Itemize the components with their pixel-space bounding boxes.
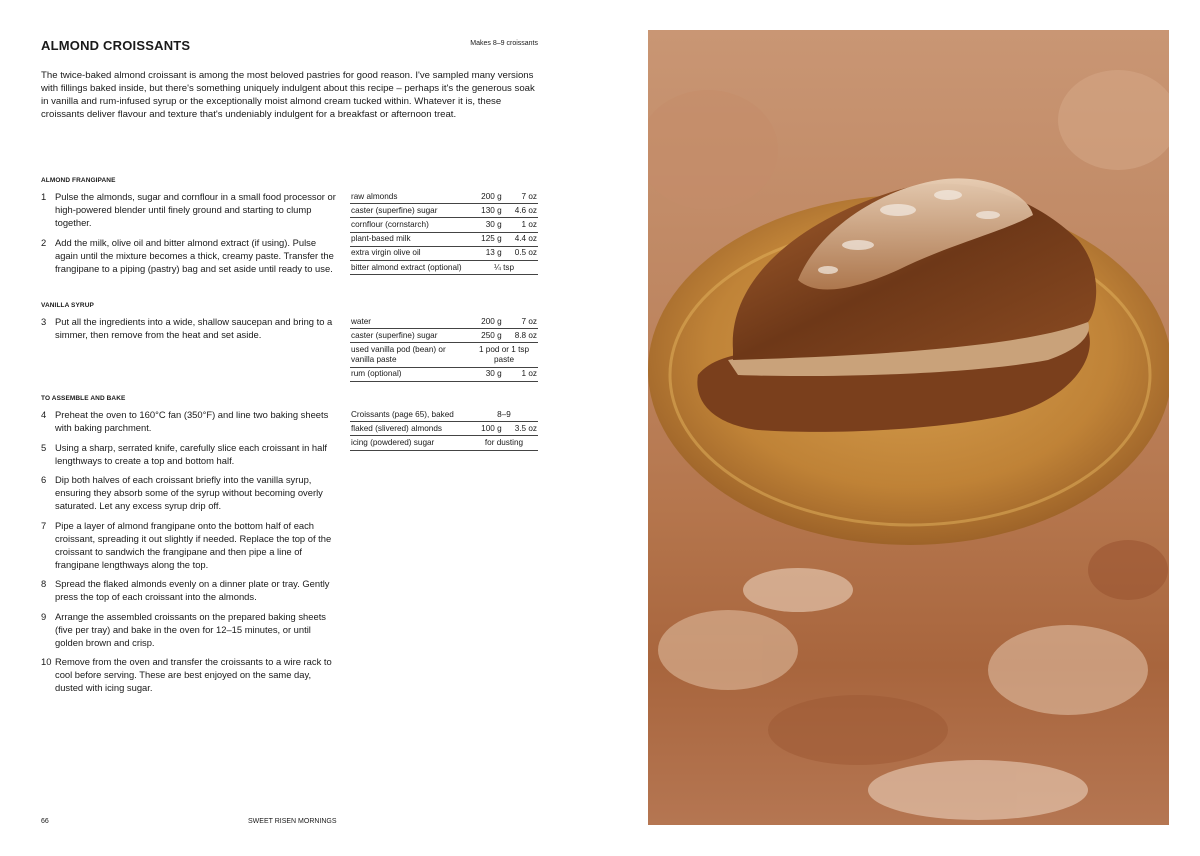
ingredient-row: [350, 190, 538, 204]
ingredient-name: caster (superfine) sugar: [350, 204, 470, 218]
step-text: Preheat the oven to 160°C fan (350°F) and line two baking sheets with baking parchment.: [55, 409, 329, 433]
step-number: 2: [41, 236, 47, 248]
ingredient-name: extra virgin olive oil: [350, 246, 470, 260]
method-step: [41, 519, 336, 571]
croissant-photo: [648, 30, 1169, 825]
ingredient-grams: 200 g: [470, 190, 503, 204]
ingredient-grams: 130 g: [470, 204, 503, 218]
method-steps-frangipane: [41, 190, 336, 281]
ingredient-row: [350, 343, 538, 367]
ingredient-table-syrup: [350, 315, 538, 382]
ingredient-ounces: 8.8 oz: [503, 329, 538, 343]
ingredient-name: raw almonds: [350, 190, 470, 204]
ingredient-grams: 125 g: [470, 232, 503, 246]
ingredient-grams: 200 g: [470, 315, 503, 329]
step-text: Put all the ingredients into a wide, shallow saucepan and bring to a simmer, then remove from the heat and set aside.: [55, 316, 333, 340]
ingredient-name: plant-based milk: [350, 232, 470, 246]
ingredient-table-frangipane: [350, 190, 538, 275]
section-heading-assemble: TO ASSEMBLE AND BAKE: [41, 395, 126, 402]
ingredient-ounces: 4.6 oz: [503, 204, 538, 218]
ingredient-name: Croissants (page 65), baked: [350, 408, 470, 422]
recipe-title: ALMOND CROISSANTS: [41, 38, 191, 53]
ingredient-grams: 1 pod or 1 tsp paste: [470, 343, 538, 367]
ingredient-grams: 30 g: [470, 367, 503, 381]
ingredient-ounces: 7 oz: [503, 315, 538, 329]
ingredient-row: [350, 260, 538, 274]
step-number: 7: [41, 519, 47, 531]
ingredient-row: [350, 408, 538, 422]
ingredient-table-assemble: [350, 408, 538, 451]
croissant-illustration: [648, 30, 1169, 825]
ingredient-name: flaked (slivered) almonds: [350, 422, 470, 436]
step-text: Pipe a layer of almond frangipane onto the bottom half of each croissant, spreading it out slightly if needed. Replace the top of the croissant to sandwich the frangipane and then pipe a line of frangipane lengthways along the top.: [55, 519, 332, 570]
ingredient-ounces: 1 oz: [503, 218, 538, 232]
ingredient-ounces: 0.5 oz: [503, 246, 538, 260]
ingredient-row: [350, 218, 538, 232]
method-step: [41, 190, 336, 229]
method-step: [41, 441, 336, 467]
ingredient-row: [350, 436, 538, 450]
ingredient-grams: 13 g: [470, 246, 503, 260]
method-step: [41, 577, 336, 603]
ingredient-name: cornflour (cornstarch): [350, 218, 470, 232]
step-number: 1: [41, 191, 47, 202]
ingredient-row: [350, 204, 538, 218]
step-number: 6: [41, 474, 47, 485]
ingredient-grams: 8–9: [470, 408, 538, 422]
ingredient-row: [350, 329, 538, 343]
step-text: Pulse the almonds, sugar and cornflour in a small food processor or high-powered blender until finely ground and starting to clump together.: [55, 191, 336, 228]
step-number: 8: [41, 578, 47, 589]
step-number: 10: [41, 656, 52, 667]
recipe-intro: The twice-baked almond croissant is among the most beloved pastries for good reason. I've sampled many versions with fillings baked inside, but there's something uniquely indulgent about this recipe – perhaps it's the generous soak in vanilla and rum-infused syrup or the exceptionally moist almond cream tucked within. Whatever it is, these croissants deliver flavour and texture that's undeniably indulgent for a breakfast or afternoon treat.: [41, 70, 535, 120]
method-step: [41, 236, 336, 275]
section-heading-syrup: VANILLA SYRUP: [41, 302, 94, 309]
step-number: 4: [41, 409, 47, 420]
step-number: 9: [41, 610, 47, 622]
step-text: Arrange the assembled croissants on the prepared baking sheets (five per tray) and bake in the oven for 12–15 minutes, or until golden brown and crisp.: [55, 610, 326, 648]
ingredient-name: bitter almond extract (optional): [350, 260, 470, 274]
ingredient-name: used vanilla pod (bean) or vanilla paste: [350, 343, 470, 367]
step-text: Using a sharp, serrated knife, carefully slice each croissant in half lengthways to create a top and bottom half.: [55, 441, 328, 466]
ingredient-grams: for dusting: [470, 436, 538, 450]
step-text: Remove from the oven and transfer the croissants to a wire rack to cool before serving. These are best enjoyed on the same day, dusted with icing sugar.: [55, 656, 332, 693]
method-step: [41, 408, 336, 434]
ingredient-row: [350, 315, 538, 329]
chapter-name: SWEET RISEN MORNINGS: [248, 818, 337, 825]
step-text: Spread the flaked almonds evenly on a dinner plate or tray. Gently press the top of each croissant into the almonds.: [55, 578, 330, 602]
ingredient-name: icing (powdered) sugar: [350, 436, 470, 450]
method-steps-assemble: [41, 408, 336, 701]
step-number: 5: [41, 441, 47, 453]
ingredient-grams: 30 g: [470, 218, 503, 232]
section-heading-frangipane: ALMOND FRANGIPANE: [41, 177, 116, 184]
method-step: [41, 655, 336, 694]
ingredient-ounces: 1 oz: [503, 367, 538, 381]
ingredient-ounces: 4.4 oz: [503, 232, 538, 246]
ingredient-name: caster (superfine) sugar: [350, 329, 470, 343]
method-step: [41, 315, 336, 341]
ingredient-grams: 250 g: [470, 329, 503, 343]
ingredient-ounces: 7 oz: [503, 190, 538, 204]
step-number: 3: [41, 316, 47, 327]
ingredient-row: [350, 422, 538, 436]
ingredient-ounces: 3.5 oz: [503, 422, 538, 436]
ingredient-name: water: [350, 315, 470, 329]
method-step: [41, 473, 336, 512]
recipe-yield: Makes 8–9 croissants: [470, 40, 538, 47]
ingredient-row: [350, 246, 538, 260]
ingredient-grams: ¼ tsp: [470, 260, 538, 274]
method-steps-syrup: [41, 315, 336, 348]
ingredient-row: [350, 367, 538, 381]
page-number: 66: [41, 818, 49, 825]
ingredient-grams: 100 g: [470, 422, 503, 436]
step-text: Add the milk, olive oil and bitter almond extract (if using). Pulse again until the mixture becomes a thick, creamy paste. Transfer the frangipane to a piping (pastry) bag and set aside until ready to use.: [55, 236, 334, 274]
ingredient-row: [350, 232, 538, 246]
method-step: [41, 610, 336, 649]
step-text: Dip both halves of each croissant briefly into the vanilla syrup, ensuring they absorb some of the syrup without becoming overly saturated. Let any excess syrup drip off.: [55, 474, 323, 511]
ingredient-name: rum (optional): [350, 367, 470, 381]
